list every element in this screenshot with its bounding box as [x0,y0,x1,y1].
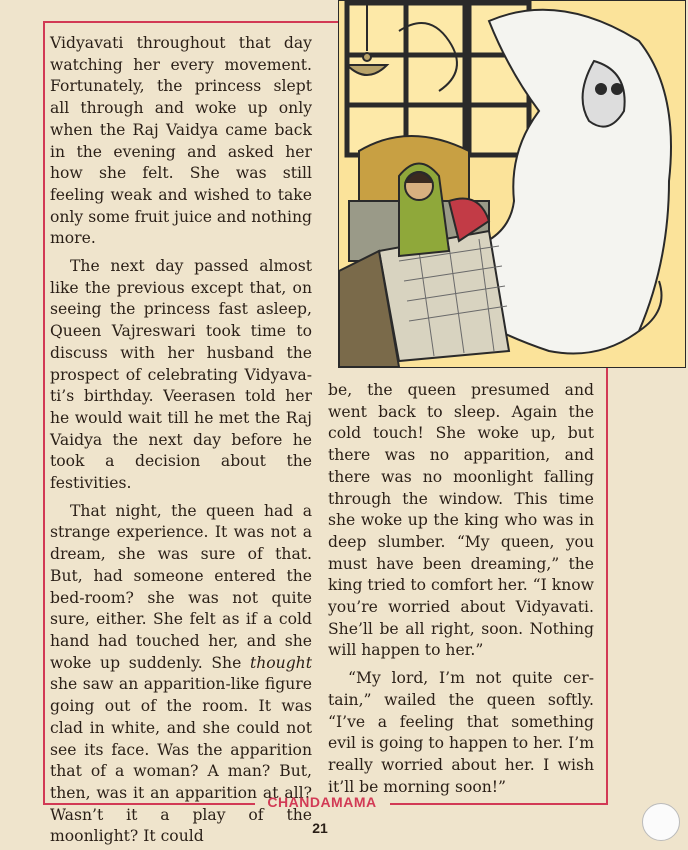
italic-word: thought [249,653,312,672]
paragraph: Vidyavati throughout that day watching her every movement. Fortunately, the princess slept all through and woke up only when the Raj Vaidya came back in the evening and asked her how she felt. She was still feeling weak and wished to take only some fruit juice and nothing more. [50,34,312,248]
paragraph-text: That night, the queen had a strange experience. It was not a dream, she was sure of that. But, had someone entered the bed-room? she was not quite sure, either. She felt as if a cold hand had touched her, and she woke up suddenly. She [50,501,312,672]
page-number: 21 [312,820,328,836]
paragraph: “My lord, I’m not quite cer-tain,” wailed the queen softly. “I’ve a feeling that something evil is going to happen to her. I’m really worried about her. I wish it’ll be morning soon!” [328,669,594,796]
right-text-column [328,380,594,798]
magazine-title: CHANDAMAMA [267,794,377,810]
left-text-column [50,33,312,848]
story-illustration [338,0,686,368]
border-right-line [606,366,608,805]
border-top-line [43,21,338,23]
paragraph-text: she saw an apparition-like figure going out of the room. It was clad in white, and she could not see its face. Was the apparition that of a woman? A man? But, then, was it an apparition at all? Wasn’t it a play of the moonlight? It could [50,675,312,846]
watermark-stamp-icon [642,803,680,841]
border-bottom-right-line [390,803,608,805]
paragraph: be, the queen presumed and went back to sleep. Again the cold touch! She woke up, but there was no apparition, and there was no moonlight falling through the window. This time she woke up the king who was in deep slumber. “My queen, you must have been dreaming,” the king tried to comfort her. “I know you’re worried about Vidyavati. She’ll be all right, soon. Nothing will happen to her.” [328,381,594,660]
paragraph: The next day passed almost like the previous except that, on seeing the princess fast asleep, Queen Vajreswari took time to discuss with her husband the prospect of celebrating Vidyava-ti’s birthday. Veerasen told her he would wait till he met the Raj Vaidya the next day before he took a decision about the festivities. [50,257,312,493]
border-left-line [43,21,45,804]
